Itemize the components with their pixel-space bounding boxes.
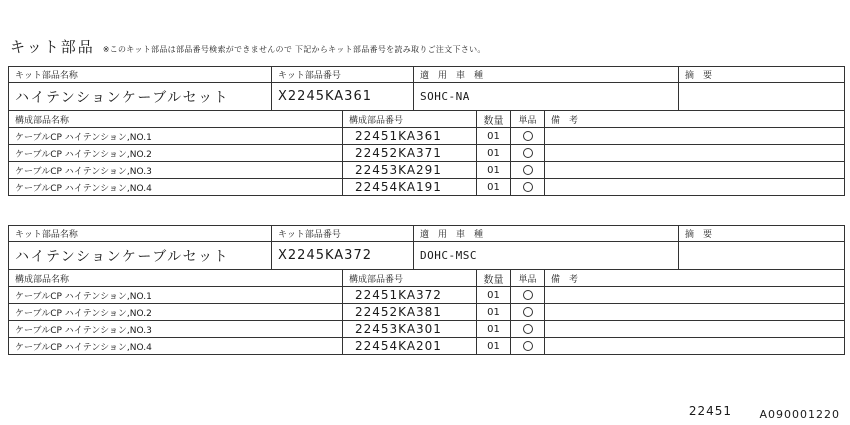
qty-header: 数量 [477,270,511,287]
single-circle-icon [511,338,545,355]
component-qty: 01 [477,321,511,338]
component-number-header: 構成部品番号 [343,270,477,287]
table-row[interactable] [9,338,845,355]
component-remarks [545,162,845,179]
component-number[interactable]: 22453KA301 [343,321,477,338]
model-header: 適 用 車 種 [414,226,679,242]
component-qty: 01 [477,162,511,179]
single-circle-icon [511,128,545,145]
component-name-header: 構成部品名称 [9,270,343,287]
table-row[interactable] [9,128,845,145]
component-name: ケーブルCP ハイテンション,NO.3 [9,162,343,179]
component-qty: 01 [477,179,511,196]
single-circle-icon [511,304,545,321]
kit-number-header: キット部品番号 [272,226,414,242]
footer-document-id: A090001220 [759,408,840,421]
kit-name: ハイテンションケーブルセット [9,242,272,270]
single-header: 単品 [511,111,545,128]
component-header-row [9,270,845,287]
component-remarks [545,145,845,162]
component-qty: 01 [477,304,511,321]
table-row[interactable] [9,287,845,304]
component-number[interactable]: 22453KA291 [343,162,477,179]
kit-number[interactable]: X2245KA361 [272,83,414,111]
single-header: 単品 [511,270,545,287]
component-remarks [545,128,845,145]
component-number[interactable]: 22454KA201 [343,338,477,355]
component-remarks [545,179,845,196]
footer-part-code: 22451 [688,404,732,418]
kit-name-header: キット部品名称 [9,226,272,242]
component-number[interactable]: 22454KA191 [343,179,477,196]
kit-header-row [9,67,845,83]
component-remarks [545,338,845,355]
component-number[interactable]: 22451KA372 [343,287,477,304]
component-name: ケーブルCP ハイテンション,NO.4 [9,179,343,196]
single-circle-icon [511,321,545,338]
summary-header: 摘 要 [679,67,845,83]
page-header [10,36,486,56]
component-qty: 01 [477,128,511,145]
table-row[interactable] [9,321,845,338]
component-name: ケーブルCP ハイテンション,NO.4 [9,338,343,355]
table-row[interactable] [9,179,845,196]
table-row[interactable] [9,162,845,179]
kit-model: SOHC-NA [414,83,679,111]
single-circle-icon [511,162,545,179]
kit-number-header: キット部品番号 [272,67,414,83]
component-qty: 01 [477,338,511,355]
kit-table-2 [8,225,845,355]
kit-summary [679,83,845,111]
component-number[interactable]: 22452KA371 [343,145,477,162]
component-name: ケーブルCP ハイテンション,NO.1 [9,128,343,145]
remarks-header: 備 考 [545,111,845,128]
component-remarks [545,304,845,321]
component-name: ケーブルCP ハイテンション,NO.1 [9,287,343,304]
component-number[interactable]: 22451KA361 [343,128,477,145]
qty-header: 数量 [477,111,511,128]
component-remarks [545,321,845,338]
kit-summary [679,242,845,270]
component-number-header: 構成部品番号 [343,111,477,128]
component-number[interactable]: 22452KA381 [343,304,477,321]
component-name: ケーブルCP ハイテンション,NO.3 [9,321,343,338]
table-row[interactable] [9,304,845,321]
component-name: ケーブルCP ハイテンション,NO.2 [9,145,343,162]
component-header-row [9,111,845,128]
page-title: キット部品 [10,38,95,56]
single-circle-icon [511,287,545,304]
component-name-header: 構成部品名称 [9,111,343,128]
table-row[interactable] [9,145,845,162]
remarks-header: 備 考 [545,270,845,287]
summary-header: 摘 要 [679,226,845,242]
component-qty: 01 [477,287,511,304]
component-remarks [545,287,845,304]
kit-name: ハイテンションケーブルセット [9,83,272,111]
kit-row[interactable] [9,83,845,111]
kit-model: DOHC-MSC [414,242,679,270]
kit-header-row [9,226,845,242]
single-circle-icon [511,179,545,196]
kit-name-header: キット部品名称 [9,67,272,83]
component-qty: 01 [477,145,511,162]
component-name: ケーブルCP ハイテンション,NO.2 [9,304,343,321]
single-circle-icon [511,145,545,162]
kit-table-1 [8,66,845,196]
page-note: ※このキット部品は部品番号検索ができませんので 下記からキット部品番号を読み取りご注文下さい。 [102,45,486,54]
model-header: 適 用 車 種 [414,67,679,83]
kit-number[interactable]: X2245KA372 [272,242,414,270]
kit-row[interactable] [9,242,845,270]
